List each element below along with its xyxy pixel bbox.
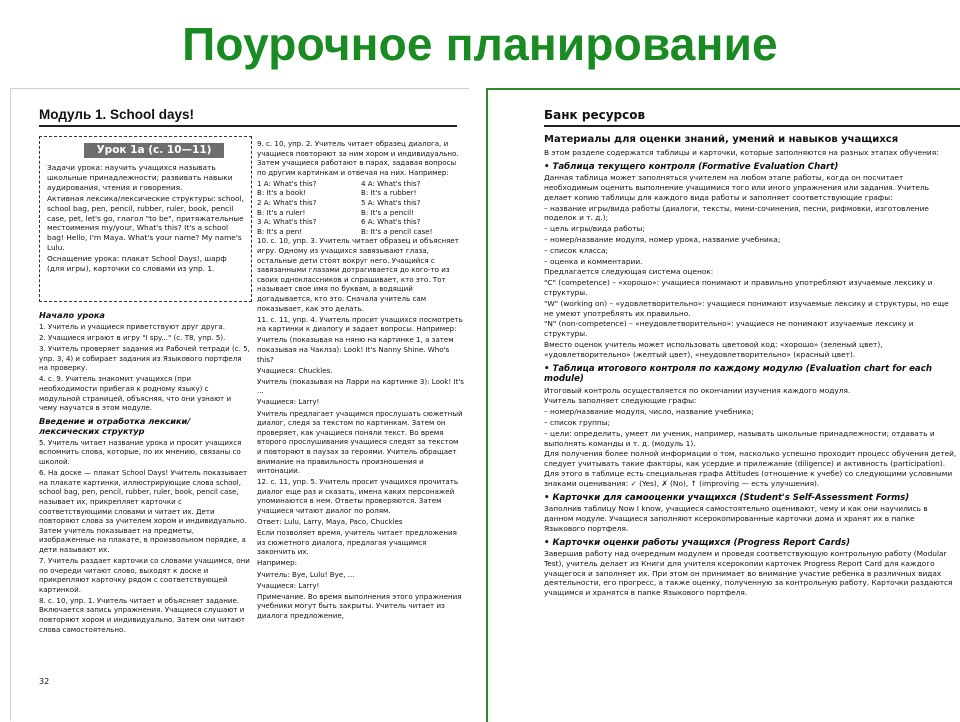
section-heading: Начало урока [39, 310, 105, 320]
paragraph: Учащиеся: Larry! [257, 580, 320, 590]
paragraph: Учитель: Bye, Lulu! Bye, ... [257, 569, 355, 579]
paragraph: Примечание. Во время выполнения этого упражнения учебники могут быть закрыты. Учитель читает из диалога предложение, [257, 591, 462, 620]
module-title: Модуль 1. School days! [39, 107, 195, 122]
resource-blocks [544, 148, 958, 598]
lesson-vocabulary: Активная лексика/лексические структуры: school, school bag, pen, pencil, rubber, ruler, book, pencil case, pet, let's go, глагол "to be", притяжательные местоимения my/your, What's this? It's a school bag! Hello, I'm Maya. What's your name? My name's Lulu. [47, 193, 244, 253]
lesson-objectives [47, 163, 245, 274]
paragraph: Например: [257, 558, 298, 568]
paragraph: 2. Учащиеся играют в игру "I spy..." (с. Т8, упр. 5). [39, 333, 226, 343]
paragraph: 7. Учитель раздает карточки со словами учащимся, они по очереди читают слово, выходят к доске и прикрепляют карточку рядом с соответствующей картинкой. [39, 555, 250, 594]
example-row [257, 208, 465, 218]
paragraph: В этом разделе содержатся таблицы и карточки, которые заполняются на разных этапах обучения: [544, 148, 939, 157]
paragraph: 4. с. 9. Учитель знакомит учащихся (при необходимости прибегая к родному языку) с модульной страницей, объясняя, что они узнают и чему научатся в этом модуле. [39, 374, 232, 413]
example-line: B: It's a pencil! [361, 207, 414, 217]
module-divider [39, 125, 457, 127]
paragraph: – название игры/вида работы (диалоги, тексты, мини-сочинения, песни, рифмовки, изготовление поделок и т. д.); [544, 203, 929, 223]
example-line: 1 A: What's this? [257, 178, 317, 188]
example-row [257, 179, 465, 189]
right-column-steps [257, 139, 465, 622]
resource-bank-heading: Банк ресурсов [544, 108, 646, 122]
paragraph: Вместо оценок учитель может использовать цветовой код: «хорошо» (зеленый цвет), «удовлетворительно» (желтый цвет), «неудовлетворительно» (красный цвет). [544, 340, 883, 359]
lesson-equipment: Оснащение урока: плакат School Days!, шарф (для игры), карточки со словами из упр. 1. [47, 254, 227, 274]
paragraph: 11. с. 11, упр. 4. Учитель просит учащихся посмотреть на картинки к диалогу и задает вопросы. Например: [257, 314, 463, 334]
section-title: Материалы для оценки знаний, умений и навыков учащихся [544, 134, 899, 145]
lesson-objective: Задачи урока: научить учащихся называть школьные принадлежности; развивать навыки аудирования, чтения и говорения. [47, 163, 233, 192]
example-line: B: It's a pen! [257, 226, 303, 236]
example-line: B: It's a pencil case! [361, 226, 433, 236]
paragraph: Предлагается следующая система оценок: [544, 267, 714, 277]
paragraph: "W" (working on) – «удовлетворительно»: учащиеся понимают изучаемые лексику и структуры, но еще не умеют употреблять их правильно. [544, 298, 949, 318]
left-column-steps [39, 307, 250, 636]
paragraph: Ответ: Lulu, Larry, Maya, Paco, Chuckles [257, 517, 403, 527]
resource-divider [544, 125, 960, 127]
example-row [257, 227, 465, 237]
paragraph: "C" (competence) – «хорошо»: учащиеся понимают и правильно употребляют изучаемые лексику и структуры. [544, 278, 933, 298]
example-line: 6 A: What's this? [361, 217, 421, 227]
paragraph: Учитель заполняет следующие графы: [544, 396, 697, 406]
paragraph: Учащиеся: Larry! [257, 397, 320, 407]
example-line: 5 A: What's this? [361, 198, 421, 208]
paragraph: – цели: определить, умеет ли ученик, например, называть школьные принадлежности; отдавать и выполнять команды и т. д. (модуль 1). [544, 428, 935, 448]
paragraph: 9. с. 10, упр. 2. Учитель читает образец диалога, и учащиеся повторяют за ним хором и индивидуально. Затем учащиеся работают в парах, задавая вопросы по другим картинкам и отвечая на них. Например: [257, 139, 459, 177]
paragraph: – номер/название модуля, номер урока, название учебника; [544, 235, 781, 245]
paragraph: 5. Учитель читает название урока и просит учащихся вспомнить слова, которые, по их мнению, связаны со школой. [39, 437, 242, 467]
paragraph: 12. с. 11, упр. 5. Учитель просит учащихся прочитать диалог еще раз и сказать, имена каких персонажей упоминаются в нем. Ответы проверяются. Затем учащиеся читают диалог по ролям. [257, 477, 459, 515]
paragraph: – список группы; [544, 418, 611, 428]
paragraph: Если позволяет время, учитель читает предложения из сюжетного диалога, предлагая учащимся закончить их. [257, 528, 457, 557]
resource-content [544, 134, 958, 599]
paragraph: Заполнив таблицу Now I know, учащиеся самостоятельно оценивают, чему и как они научились в данном модуле. Учащиеся заполняют ксерокопированные карточки дома и хранят их в папке Языкового портфеля. [544, 504, 928, 533]
paragraph: Для получения более полной информации о том, насколько успешно проходит процесс обучения детей, следует учитывать такие факторы, как усердие и прилежание (diligence) и активность (participation). Для этого в таблице есть специальная графа Attitudes (отношение к учебе) со следующими условными знаками оценивания: ✓ (Yes), ✗ (No), ↑ (improving — есть улучшения). [544, 449, 957, 488]
paragraph: 10. с. 10, упр. 3. Учитель читает образец и объясняет игру. Одному из учащихся завязывают глаза, остальные дети стоят вокруг него. Учащийся с завязанными глазами дотрагивается до кого-то из своих одноклассников и спрашивает, кто это. Тот называет свое имя по буквам, а водящий догадывается, кто это. Сначала учитель сам показывает, как это делать. [257, 236, 459, 313]
page-number: 32 [39, 677, 50, 686]
paragraph: Итоговый контроль осуществляется по окончании изучения каждого модуля. [544, 385, 851, 395]
paragraph: – список класса; [544, 245, 609, 255]
paragraph: 6. На доске — плакат School Days! Учитель показывает на плакате картинки, иллюстрирующие слова school, school bag, pen, pencil, rubber, ruler, book, pencil case, называет их, прикрепляет карточки с соответствующими словами и читает их. Дети повторяют слова за учителем хором и индивидуально. Затем учитель показывает на предметы, изображенные на плакате, в произвольном порядке, а дети называют их. [39, 468, 248, 554]
section-heading: • Карточки оценки работы учащихся (Progress Report Cards) [544, 537, 851, 548]
paragraph: "N" (non-competence) – «неудовлетворительно»: учащиеся не понимают изучаемые лексику и структуры. [544, 319, 914, 339]
section-heading: • Карточки для самооценки учащихся (Student's Self-Assessment Forms) [544, 492, 910, 503]
paragraph: Учитель предлагает учащимся прослушать сюжетный диалог, следя за текстом по картинкам. Затем он проверяет, как учащиеся поняли текст. Во время второго прослушивания учащиеся следят за текстом и повторяют в паузах за героями. Учитель обращает внимание на правильность произношения и интонации. [257, 408, 463, 476]
section-heading: Введение и отработка лексики/лексических структур [39, 415, 191, 436]
section-heading: • Таблица итогового контроля по каждому модулю (Evaluation chart for each module) [544, 363, 932, 385]
paragraph: Учитель (показывая на Ларри на картинке 3): Look! It's ... [257, 376, 465, 396]
lesson-plan-page [10, 88, 469, 721]
paragraph: 1. Учитель и учащиеся приветствуют друг друга. [39, 322, 226, 331]
resource-bank-page [486, 88, 960, 722]
example-row [257, 198, 465, 208]
paragraph: 3. Учитель проверяет задания из Рабочей тетради (с. 5, упр. 3, 4) и собирает задания из Языкового портфеля на проверку. [39, 344, 250, 373]
paragraph: Учитель (показывая на няню на картинке 1, а затем показывая на Чаклза): Look! It's Nanny Shine. Who's this? [257, 335, 454, 364]
example-row [257, 217, 465, 227]
example-line: 4 A: What's this? [361, 178, 421, 188]
paragraph: Учащиеся: Chuckles. [257, 365, 333, 375]
paragraph: – номер/название модуля, число, название учебника; [544, 407, 754, 417]
lesson-objectives-box [39, 136, 252, 302]
section-heading: • Таблица текущего контроля (Formative Evaluation Chart) [544, 161, 839, 172]
lesson-tab: Урок 1а (с. 10—11) [84, 143, 224, 158]
example-line: 3 A: What's this? [257, 217, 317, 227]
example-line: 2 A: What's this? [257, 198, 317, 208]
example-line: B: It's a ruler! [257, 207, 306, 217]
example-row [257, 188, 465, 198]
paragraph: Данная таблица может заполняться учителем на любом этапе работы, когда он посчитает необходимым оценить выполнение учащимися того или иного упражнения или задания. Учитель делает копию таблицы для каждого вида работы и заполняет соответствующие графы: [544, 173, 930, 202]
paragraph: Завершив работу над очередным модулем и проведя соответствующую контрольную работу (Modular Test), учитель делает из Книги для учителя ксерокопии карточек Progress Report Card для каждого учащегося и заполняет их. При этом он принимает во внимание участие ребенка в различных видах деятельности, его прогресс, а также оценку, полученную за контрольную работу. Карточки раздаются учащимся и хранятся в папке Языкового портфеля. [544, 549, 953, 598]
example-line: B: It's a rubber! [361, 188, 417, 198]
paragraph: – цель игры/вида работы; [544, 224, 645, 234]
paragraph: 8. с. 10, упр. 1. Учитель читает и объясняет задание. Включается запись упражнения. Учащиеся слушают и повторяют хором и индивидуально. Затем они читают слова самостоятельно. [39, 595, 246, 634]
slide-title: Поурочное планирование [182, 18, 778, 70]
example-line: B: It's a book! [257, 188, 307, 198]
paragraph: – оценка и комментарии. [544, 256, 643, 266]
